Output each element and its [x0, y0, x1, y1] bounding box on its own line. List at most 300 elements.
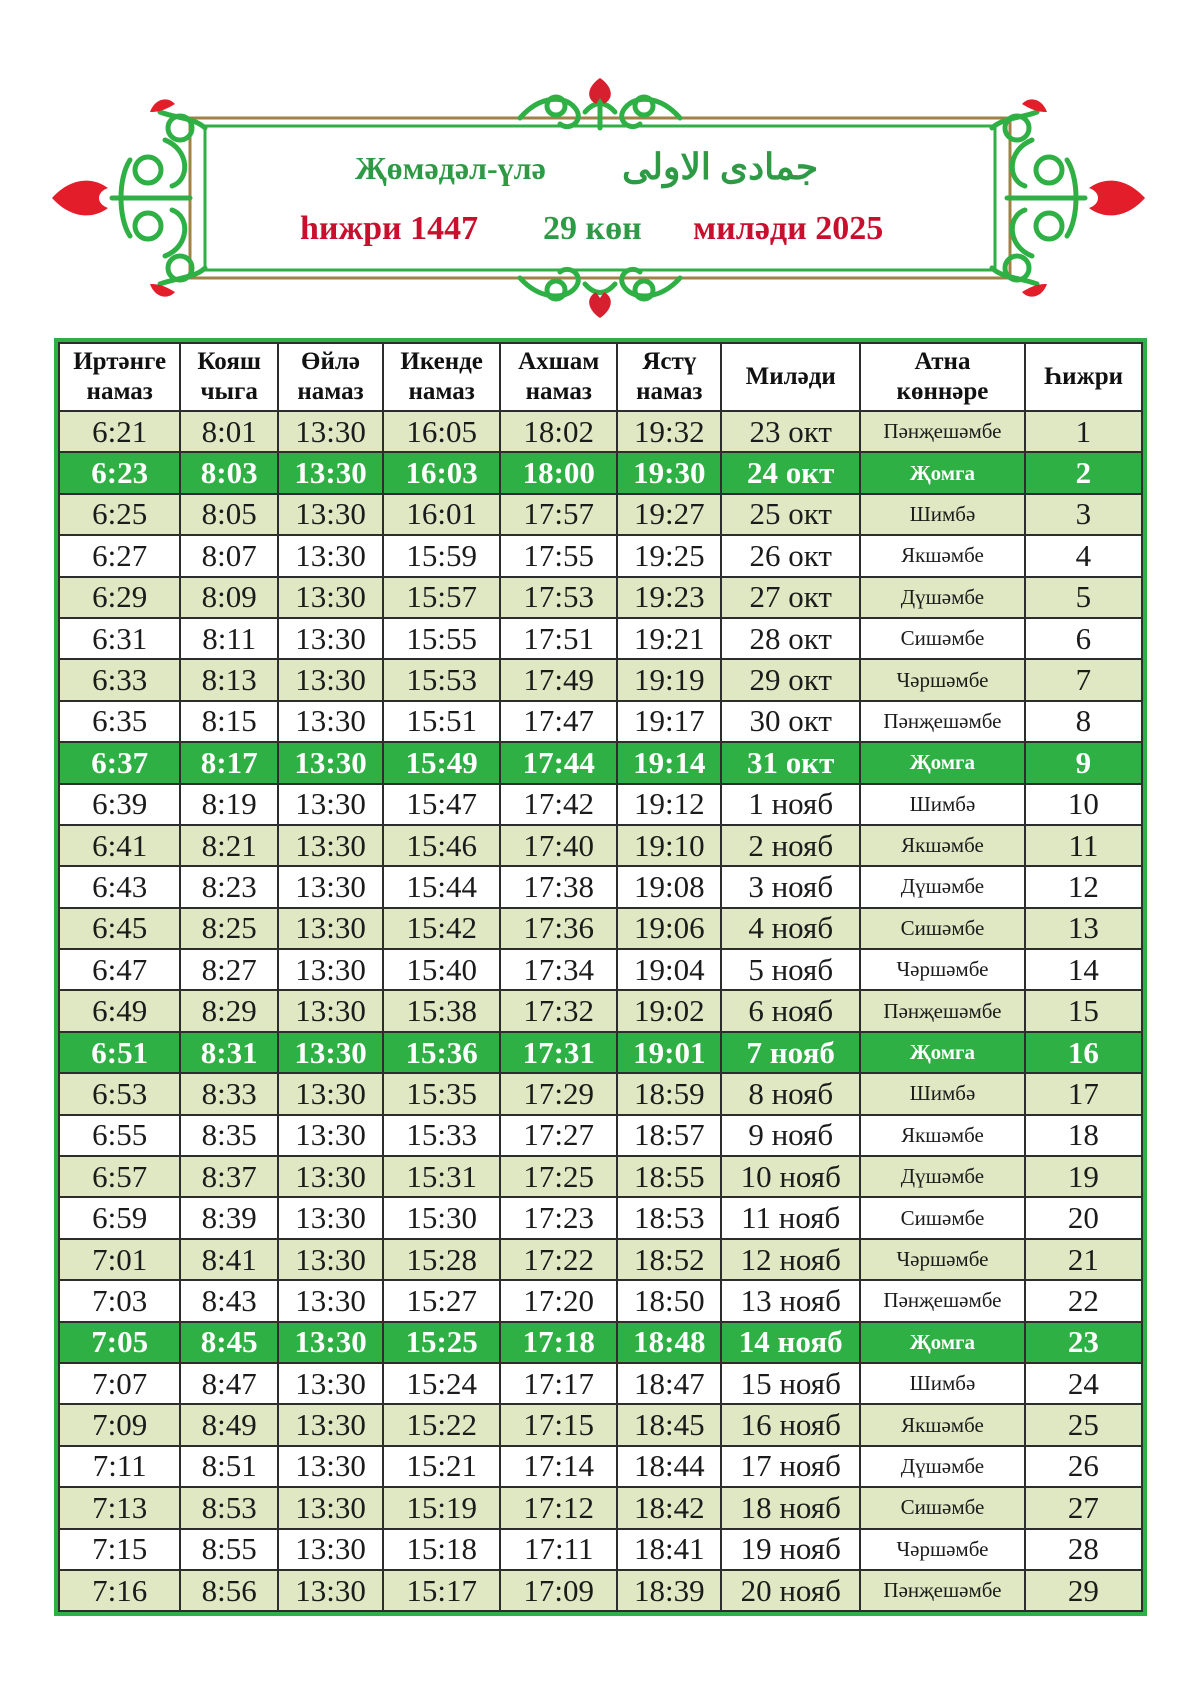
cell-isha: 19:01	[617, 1032, 721, 1073]
cell-sunrise: 8:51	[180, 1446, 278, 1487]
column-header-line: намаз	[297, 378, 364, 405]
cell-isha: 18:59	[617, 1073, 721, 1114]
table-row	[59, 866, 1142, 907]
column-header-line: намаз	[86, 378, 153, 405]
cell-weekday: Сишәмбе	[860, 1487, 1025, 1528]
table-row	[59, 1280, 1142, 1321]
cell-sunrise: 8:33	[180, 1073, 278, 1114]
column-header-dhuhr	[278, 343, 383, 411]
cell-maghrib: 17:32	[500, 990, 617, 1031]
cell-dhuhr: 13:30	[278, 1363, 383, 1404]
cell-fajr: 6:43	[59, 866, 180, 907]
cell-weekday: Җомга	[860, 1032, 1025, 1073]
cell-asr: 15:19	[383, 1487, 500, 1528]
cell-fajr: 6:49	[59, 990, 180, 1031]
cell-dhuhr: 13:30	[278, 411, 383, 452]
cell-dhuhr: 13:30	[278, 908, 383, 949]
column-header-line: намаз	[408, 378, 475, 405]
cell-hijri-day: 15	[1025, 990, 1142, 1031]
days-count: 29 көн	[543, 210, 642, 247]
cell-weekday: Пәнҗешәмбе	[860, 1280, 1025, 1321]
cell-sunrise: 8:09	[180, 577, 278, 618]
cell-asr: 16:05	[383, 411, 500, 452]
cell-dhuhr: 13:30	[278, 1115, 383, 1156]
cell-asr: 15:35	[383, 1073, 500, 1114]
cell-maghrib: 17:38	[500, 866, 617, 907]
cell-fajr: 6:25	[59, 494, 180, 535]
column-header-line: Миләди	[745, 363, 836, 390]
cell-asr: 15:27	[383, 1280, 500, 1321]
cell-maghrib: 17:51	[500, 618, 617, 659]
cell-asr: 15:18	[383, 1529, 500, 1570]
cell-sunrise: 8:45	[180, 1322, 278, 1363]
cell-fajr: 6:23	[59, 452, 180, 493]
cell-isha: 19:30	[617, 452, 721, 493]
table-row	[59, 1239, 1142, 1280]
cell-fajr: 6:39	[59, 784, 180, 825]
cell-dhuhr: 13:30	[278, 1239, 383, 1280]
cell-fajr: 7:16	[59, 1570, 180, 1611]
cell-gregorian-date: 8 нояб	[721, 1073, 860, 1114]
cell-sunrise: 8:31	[180, 1032, 278, 1073]
cell-sunrise: 8:23	[180, 866, 278, 907]
cell-dhuhr: 13:30	[278, 1570, 383, 1611]
cell-asr: 15:42	[383, 908, 500, 949]
cell-isha: 19:04	[617, 949, 721, 990]
cell-sunrise: 8:25	[180, 908, 278, 949]
table-row	[59, 411, 1142, 452]
cell-fajr: 7:13	[59, 1487, 180, 1528]
cell-hijri-day: 25	[1025, 1404, 1142, 1445]
cell-isha: 18:53	[617, 1197, 721, 1238]
cell-maghrib: 17:29	[500, 1073, 617, 1114]
cell-gregorian-date: 13 нояб	[721, 1280, 860, 1321]
cell-hijri-day: 3	[1025, 494, 1142, 535]
cell-fajr: 6:57	[59, 1156, 180, 1197]
cell-fajr: 6:59	[59, 1197, 180, 1238]
cell-weekday: Пәнҗешәмбе	[860, 701, 1025, 742]
cell-fajr: 7:15	[59, 1529, 180, 1570]
cell-isha: 18:42	[617, 1487, 721, 1528]
cell-hijri-day: 28	[1025, 1529, 1142, 1570]
cell-sunrise: 8:27	[180, 949, 278, 990]
cell-gregorian-date: 20 нояб	[721, 1570, 860, 1611]
column-header-line: Өйлә	[301, 348, 361, 375]
bottom-tulip	[589, 292, 611, 318]
cell-isha: 19:06	[617, 908, 721, 949]
cell-hijri-day: 20	[1025, 1197, 1142, 1238]
cell-fajr: 6:27	[59, 535, 180, 576]
cell-sunrise: 8:49	[180, 1404, 278, 1445]
cell-hijri-day: 14	[1025, 949, 1142, 990]
cell-gregorian-date: 3 нояб	[721, 866, 860, 907]
cell-asr: 15:49	[383, 742, 500, 783]
cell-dhuhr: 13:30	[278, 535, 383, 576]
cell-isha: 18:39	[617, 1570, 721, 1611]
cell-fajr: 7:11	[59, 1446, 180, 1487]
ornamental-frame	[0, 0, 1197, 330]
cell-asr: 15:53	[383, 659, 500, 700]
cell-hijri-day: 8	[1025, 701, 1142, 742]
cell-maghrib: 17:34	[500, 949, 617, 990]
cell-sunrise: 8:13	[180, 659, 278, 700]
table-row	[59, 825, 1142, 866]
cell-weekday: Җомга	[860, 742, 1025, 783]
cell-hijri-day: 26	[1025, 1446, 1142, 1487]
cell-asr: 15:36	[383, 1032, 500, 1073]
left-side-ornament	[52, 99, 205, 296]
cell-hijri-day: 24	[1025, 1363, 1142, 1404]
cell-weekday: Якшәмбе	[860, 825, 1025, 866]
column-header-sunrise	[180, 343, 278, 411]
cell-gregorian-date: 28 окт	[721, 618, 860, 659]
cell-dhuhr: 13:30	[278, 618, 383, 659]
cell-gregorian-date: 19 нояб	[721, 1529, 860, 1570]
cell-dhuhr: 13:30	[278, 825, 383, 866]
cell-asr: 15:17	[383, 1570, 500, 1611]
table-row	[59, 1570, 1142, 1611]
cell-isha: 18:47	[617, 1363, 721, 1404]
cell-isha: 19:27	[617, 494, 721, 535]
table-row	[59, 1363, 1142, 1404]
cell-maghrib: 17:31	[500, 1032, 617, 1073]
cell-weekday: Чәршәмбе	[860, 1529, 1025, 1570]
cell-dhuhr: 13:30	[278, 1073, 383, 1114]
column-header-weekday	[860, 343, 1025, 411]
cell-maghrib: 17:42	[500, 784, 617, 825]
table-row	[59, 1529, 1142, 1570]
cell-isha: 19:19	[617, 659, 721, 700]
cell-weekday: Җомга	[860, 452, 1025, 493]
cell-gregorian-date: 2 нояб	[721, 825, 860, 866]
cell-fajr: 6:37	[59, 742, 180, 783]
cell-sunrise: 8:15	[180, 701, 278, 742]
cell-asr: 15:51	[383, 701, 500, 742]
table-row-friday	[59, 742, 1142, 783]
cell-sunrise: 8:17	[180, 742, 278, 783]
cell-weekday: Шимбә	[860, 1073, 1025, 1114]
cell-gregorian-date: 27 окт	[721, 577, 860, 618]
cell-hijri-day: 22	[1025, 1280, 1142, 1321]
cell-fajr: 6:35	[59, 701, 180, 742]
table-row-friday	[59, 452, 1142, 493]
cell-fajr: 6:55	[59, 1115, 180, 1156]
cell-asr: 15:47	[383, 784, 500, 825]
cell-fajr: 6:31	[59, 618, 180, 659]
column-header-maghrib	[500, 343, 617, 411]
cell-sunrise: 8:55	[180, 1529, 278, 1570]
cell-fajr: 7:09	[59, 1404, 180, 1445]
cell-asr: 15:40	[383, 949, 500, 990]
cell-fajr: 7:01	[59, 1239, 180, 1280]
cell-sunrise: 8:53	[180, 1487, 278, 1528]
cell-dhuhr: 13:30	[278, 1156, 383, 1197]
cell-isha: 18:41	[617, 1529, 721, 1570]
cell-isha: 19:10	[617, 825, 721, 866]
cell-asr: 15:38	[383, 990, 500, 1031]
cell-hijri-day: 10	[1025, 784, 1142, 825]
cell-weekday: Якшәмбе	[860, 1404, 1025, 1445]
cell-sunrise: 8:29	[180, 990, 278, 1031]
cell-gregorian-date: 16 нояб	[721, 1404, 860, 1445]
cell-hijri-day: 11	[1025, 825, 1142, 866]
cell-sunrise: 8:07	[180, 535, 278, 576]
cell-dhuhr: 13:30	[278, 452, 383, 493]
gregorian-year: миләди 2025	[693, 210, 884, 247]
table-row	[59, 1404, 1142, 1445]
cell-maghrib: 17:40	[500, 825, 617, 866]
cell-weekday: Чәршәмбе	[860, 949, 1025, 990]
cell-sunrise: 8:37	[180, 1156, 278, 1197]
cell-gregorian-date: 9 нояб	[721, 1115, 860, 1156]
cell-gregorian-date: 24 окт	[721, 452, 860, 493]
cell-gregorian-date: 26 окт	[721, 535, 860, 576]
cell-maghrib: 17:57	[500, 494, 617, 535]
cell-weekday: Пәнҗешәмбе	[860, 411, 1025, 452]
cell-asr: 15:57	[383, 577, 500, 618]
cell-gregorian-date: 5 нояб	[721, 949, 860, 990]
cell-weekday: Дүшәмбе	[860, 1446, 1025, 1487]
cell-asr: 15:31	[383, 1156, 500, 1197]
cell-weekday: Сишәмбе	[860, 618, 1025, 659]
cell-dhuhr: 13:30	[278, 742, 383, 783]
table-row	[59, 701, 1142, 742]
cell-isha: 19:14	[617, 742, 721, 783]
table-row	[59, 659, 1142, 700]
cell-maghrib: 17:20	[500, 1280, 617, 1321]
column-header-isha	[617, 343, 721, 411]
cell-maghrib: 17:12	[500, 1487, 617, 1528]
cell-maghrib: 17:36	[500, 908, 617, 949]
cell-fajr: 6:41	[59, 825, 180, 866]
cell-fajr: 6:51	[59, 1032, 180, 1073]
cell-isha: 19:17	[617, 701, 721, 742]
cell-weekday: Дүшәмбе	[860, 866, 1025, 907]
cell-dhuhr: 13:30	[278, 990, 383, 1031]
cell-hijri-day: 23	[1025, 1322, 1142, 1363]
column-header-line: намаз	[636, 378, 703, 405]
cell-gregorian-date: 29 окт	[721, 659, 860, 700]
cell-asr: 15:22	[383, 1404, 500, 1445]
cell-hijri-day: 1	[1025, 411, 1142, 452]
cell-asr: 15:25	[383, 1322, 500, 1363]
column-header-line: Иртәнге	[73, 348, 167, 375]
table-row	[59, 494, 1142, 535]
cell-gregorian-date: 10 нояб	[721, 1156, 860, 1197]
cell-asr: 15:24	[383, 1363, 500, 1404]
cell-maghrib: 17:55	[500, 535, 617, 576]
hijri-year: һижри 1447	[300, 210, 479, 247]
cell-asr: 16:01	[383, 494, 500, 535]
cell-hijri-day: 9	[1025, 742, 1142, 783]
cell-isha: 18:55	[617, 1156, 721, 1197]
cell-weekday: Җомга	[860, 1322, 1025, 1363]
cell-dhuhr: 13:30	[278, 494, 383, 535]
cell-maghrib: 17:49	[500, 659, 617, 700]
cell-gregorian-date: 17 нояб	[721, 1446, 860, 1487]
table-row	[59, 949, 1142, 990]
cell-sunrise: 8:41	[180, 1239, 278, 1280]
cell-asr: 15:30	[383, 1197, 500, 1238]
cell-maghrib: 17:27	[500, 1115, 617, 1156]
cell-sunrise: 8:39	[180, 1197, 278, 1238]
cell-dhuhr: 13:30	[278, 577, 383, 618]
cell-hijri-day: 19	[1025, 1156, 1142, 1197]
cell-hijri-day: 4	[1025, 535, 1142, 576]
cell-fajr: 6:47	[59, 949, 180, 990]
cell-sunrise: 8:19	[180, 784, 278, 825]
cell-fajr: 7:05	[59, 1322, 180, 1363]
cell-maghrib: 17:14	[500, 1446, 617, 1487]
cell-hijri-day: 29	[1025, 1570, 1142, 1611]
column-header-asr	[383, 343, 500, 411]
column-header-line: Һижри	[1043, 363, 1124, 390]
cell-gregorian-date: 30 окт	[721, 701, 860, 742]
cell-dhuhr: 13:30	[278, 701, 383, 742]
cell-weekday: Шимбә	[860, 784, 1025, 825]
table-row	[59, 990, 1142, 1031]
cell-weekday: Сишәмбе	[860, 1197, 1025, 1238]
cell-weekday: Сишәмбе	[860, 908, 1025, 949]
cell-maghrib: 17:53	[500, 577, 617, 618]
prayer-timetable	[54, 338, 1147, 1616]
cell-fajr: 6:21	[59, 411, 180, 452]
cell-weekday: Шимбә	[860, 494, 1025, 535]
cell-gregorian-date: 1 нояб	[721, 784, 860, 825]
cell-isha: 18:50	[617, 1280, 721, 1321]
cell-fajr: 6:29	[59, 577, 180, 618]
column-header-line: Икенде	[400, 348, 483, 375]
column-header-line: Ястү	[642, 348, 697, 375]
cell-hijri-day: 13	[1025, 908, 1142, 949]
cell-asr: 15:59	[383, 535, 500, 576]
table-row	[59, 1073, 1142, 1114]
cell-maghrib: 17:47	[500, 701, 617, 742]
cell-gregorian-date: 14 нояб	[721, 1322, 860, 1363]
cell-hijri-day: 18	[1025, 1115, 1142, 1156]
cell-gregorian-date: 18 нояб	[721, 1487, 860, 1528]
cell-hijri-day: 16	[1025, 1032, 1142, 1073]
table-row	[59, 784, 1142, 825]
table-row	[59, 618, 1142, 659]
cell-sunrise: 8:43	[180, 1280, 278, 1321]
month-name-tatar: Җөмәдәл-үлә	[355, 150, 546, 186]
cell-dhuhr: 13:30	[278, 866, 383, 907]
table-row	[59, 908, 1142, 949]
top-scroll-ornament	[520, 97, 680, 128]
cell-weekday: Шимбә	[860, 1363, 1025, 1404]
table-body	[59, 411, 1142, 1611]
cell-maghrib: 17:11	[500, 1529, 617, 1570]
cell-dhuhr: 13:30	[278, 1032, 383, 1073]
right-side-ornament	[992, 99, 1145, 296]
table-row	[59, 1115, 1142, 1156]
cell-dhuhr: 13:30	[278, 1280, 383, 1321]
cell-sunrise: 8:11	[180, 618, 278, 659]
cell-asr: 16:03	[383, 452, 500, 493]
cell-weekday: Якшәмбе	[860, 1115, 1025, 1156]
cell-weekday: Пәнҗешәмбе	[860, 1570, 1025, 1611]
column-header-line: Кояш	[197, 348, 261, 375]
table-row	[59, 1487, 1142, 1528]
column-header-line: көннәре	[896, 378, 989, 405]
table-row-friday	[59, 1322, 1142, 1363]
cell-sunrise: 8:03	[180, 452, 278, 493]
column-header-line: намаз	[525, 378, 592, 405]
table-row	[59, 1197, 1142, 1238]
cell-gregorian-date: 23 окт	[721, 411, 860, 452]
cell-sunrise: 8:56	[180, 1570, 278, 1611]
table-row	[59, 1156, 1142, 1197]
cell-hijri-day: 7	[1025, 659, 1142, 700]
cell-gregorian-date: 4 нояб	[721, 908, 860, 949]
cell-gregorian-date: 25 окт	[721, 494, 860, 535]
cell-weekday: Дүшәмбе	[860, 1156, 1025, 1197]
cell-maghrib: 17:18	[500, 1322, 617, 1363]
cell-hijri-day: 2	[1025, 452, 1142, 493]
cell-asr: 15:21	[383, 1446, 500, 1487]
cell-isha: 19:21	[617, 618, 721, 659]
cell-fajr: 6:45	[59, 908, 180, 949]
cell-maghrib: 17:44	[500, 742, 617, 783]
column-header-line: Ахшам	[518, 348, 600, 375]
table-row	[59, 535, 1142, 576]
bottom-scroll-ornament	[520, 269, 680, 299]
cell-isha: 19:02	[617, 990, 721, 1031]
cell-isha: 18:45	[617, 1404, 721, 1445]
cell-dhuhr: 13:30	[278, 949, 383, 990]
cell-hijri-day: 27	[1025, 1487, 1142, 1528]
cell-hijri-day: 12	[1025, 866, 1142, 907]
cell-fajr: 6:33	[59, 659, 180, 700]
cell-isha: 19:12	[617, 784, 721, 825]
cell-dhuhr: 13:30	[278, 659, 383, 700]
cell-asr: 15:44	[383, 866, 500, 907]
cell-fajr: 7:03	[59, 1280, 180, 1321]
cell-maghrib: 17:22	[500, 1239, 617, 1280]
cell-maghrib: 17:09	[500, 1570, 617, 1611]
cell-gregorian-date: 31 окт	[721, 742, 860, 783]
cell-dhuhr: 13:30	[278, 1322, 383, 1363]
cell-hijri-day: 6	[1025, 618, 1142, 659]
cell-sunrise: 8:01	[180, 411, 278, 452]
cell-gregorian-date: 11 нояб	[721, 1197, 860, 1238]
cell-weekday: Пәнҗешәмбе	[860, 990, 1025, 1031]
cell-dhuhr: 13:30	[278, 1446, 383, 1487]
cell-gregorian-date: 6 нояб	[721, 990, 860, 1031]
cell-isha: 18:52	[617, 1239, 721, 1280]
column-header-hijri-day	[1025, 343, 1142, 411]
cell-sunrise: 8:05	[180, 494, 278, 535]
column-header-fajr	[59, 343, 180, 411]
cell-asr: 15:46	[383, 825, 500, 866]
cell-isha: 18:48	[617, 1322, 721, 1363]
cell-dhuhr: 13:30	[278, 1529, 383, 1570]
column-header-gregorian-date	[721, 343, 860, 411]
cell-asr: 15:28	[383, 1239, 500, 1280]
column-header-line: чыга	[200, 378, 258, 405]
cell-fajr: 6:53	[59, 1073, 180, 1114]
cell-asr: 15:33	[383, 1115, 500, 1156]
cell-maghrib: 17:17	[500, 1363, 617, 1404]
month-name-arabic: جمادى الاولى	[622, 147, 819, 187]
cell-isha: 19:32	[617, 411, 721, 452]
cell-weekday: Чәршәмбе	[860, 1239, 1025, 1280]
cell-gregorian-date: 7 нояб	[721, 1032, 860, 1073]
cell-isha: 19:25	[617, 535, 721, 576]
cell-maghrib: 18:00	[500, 452, 617, 493]
cell-hijri-day: 5	[1025, 577, 1142, 618]
